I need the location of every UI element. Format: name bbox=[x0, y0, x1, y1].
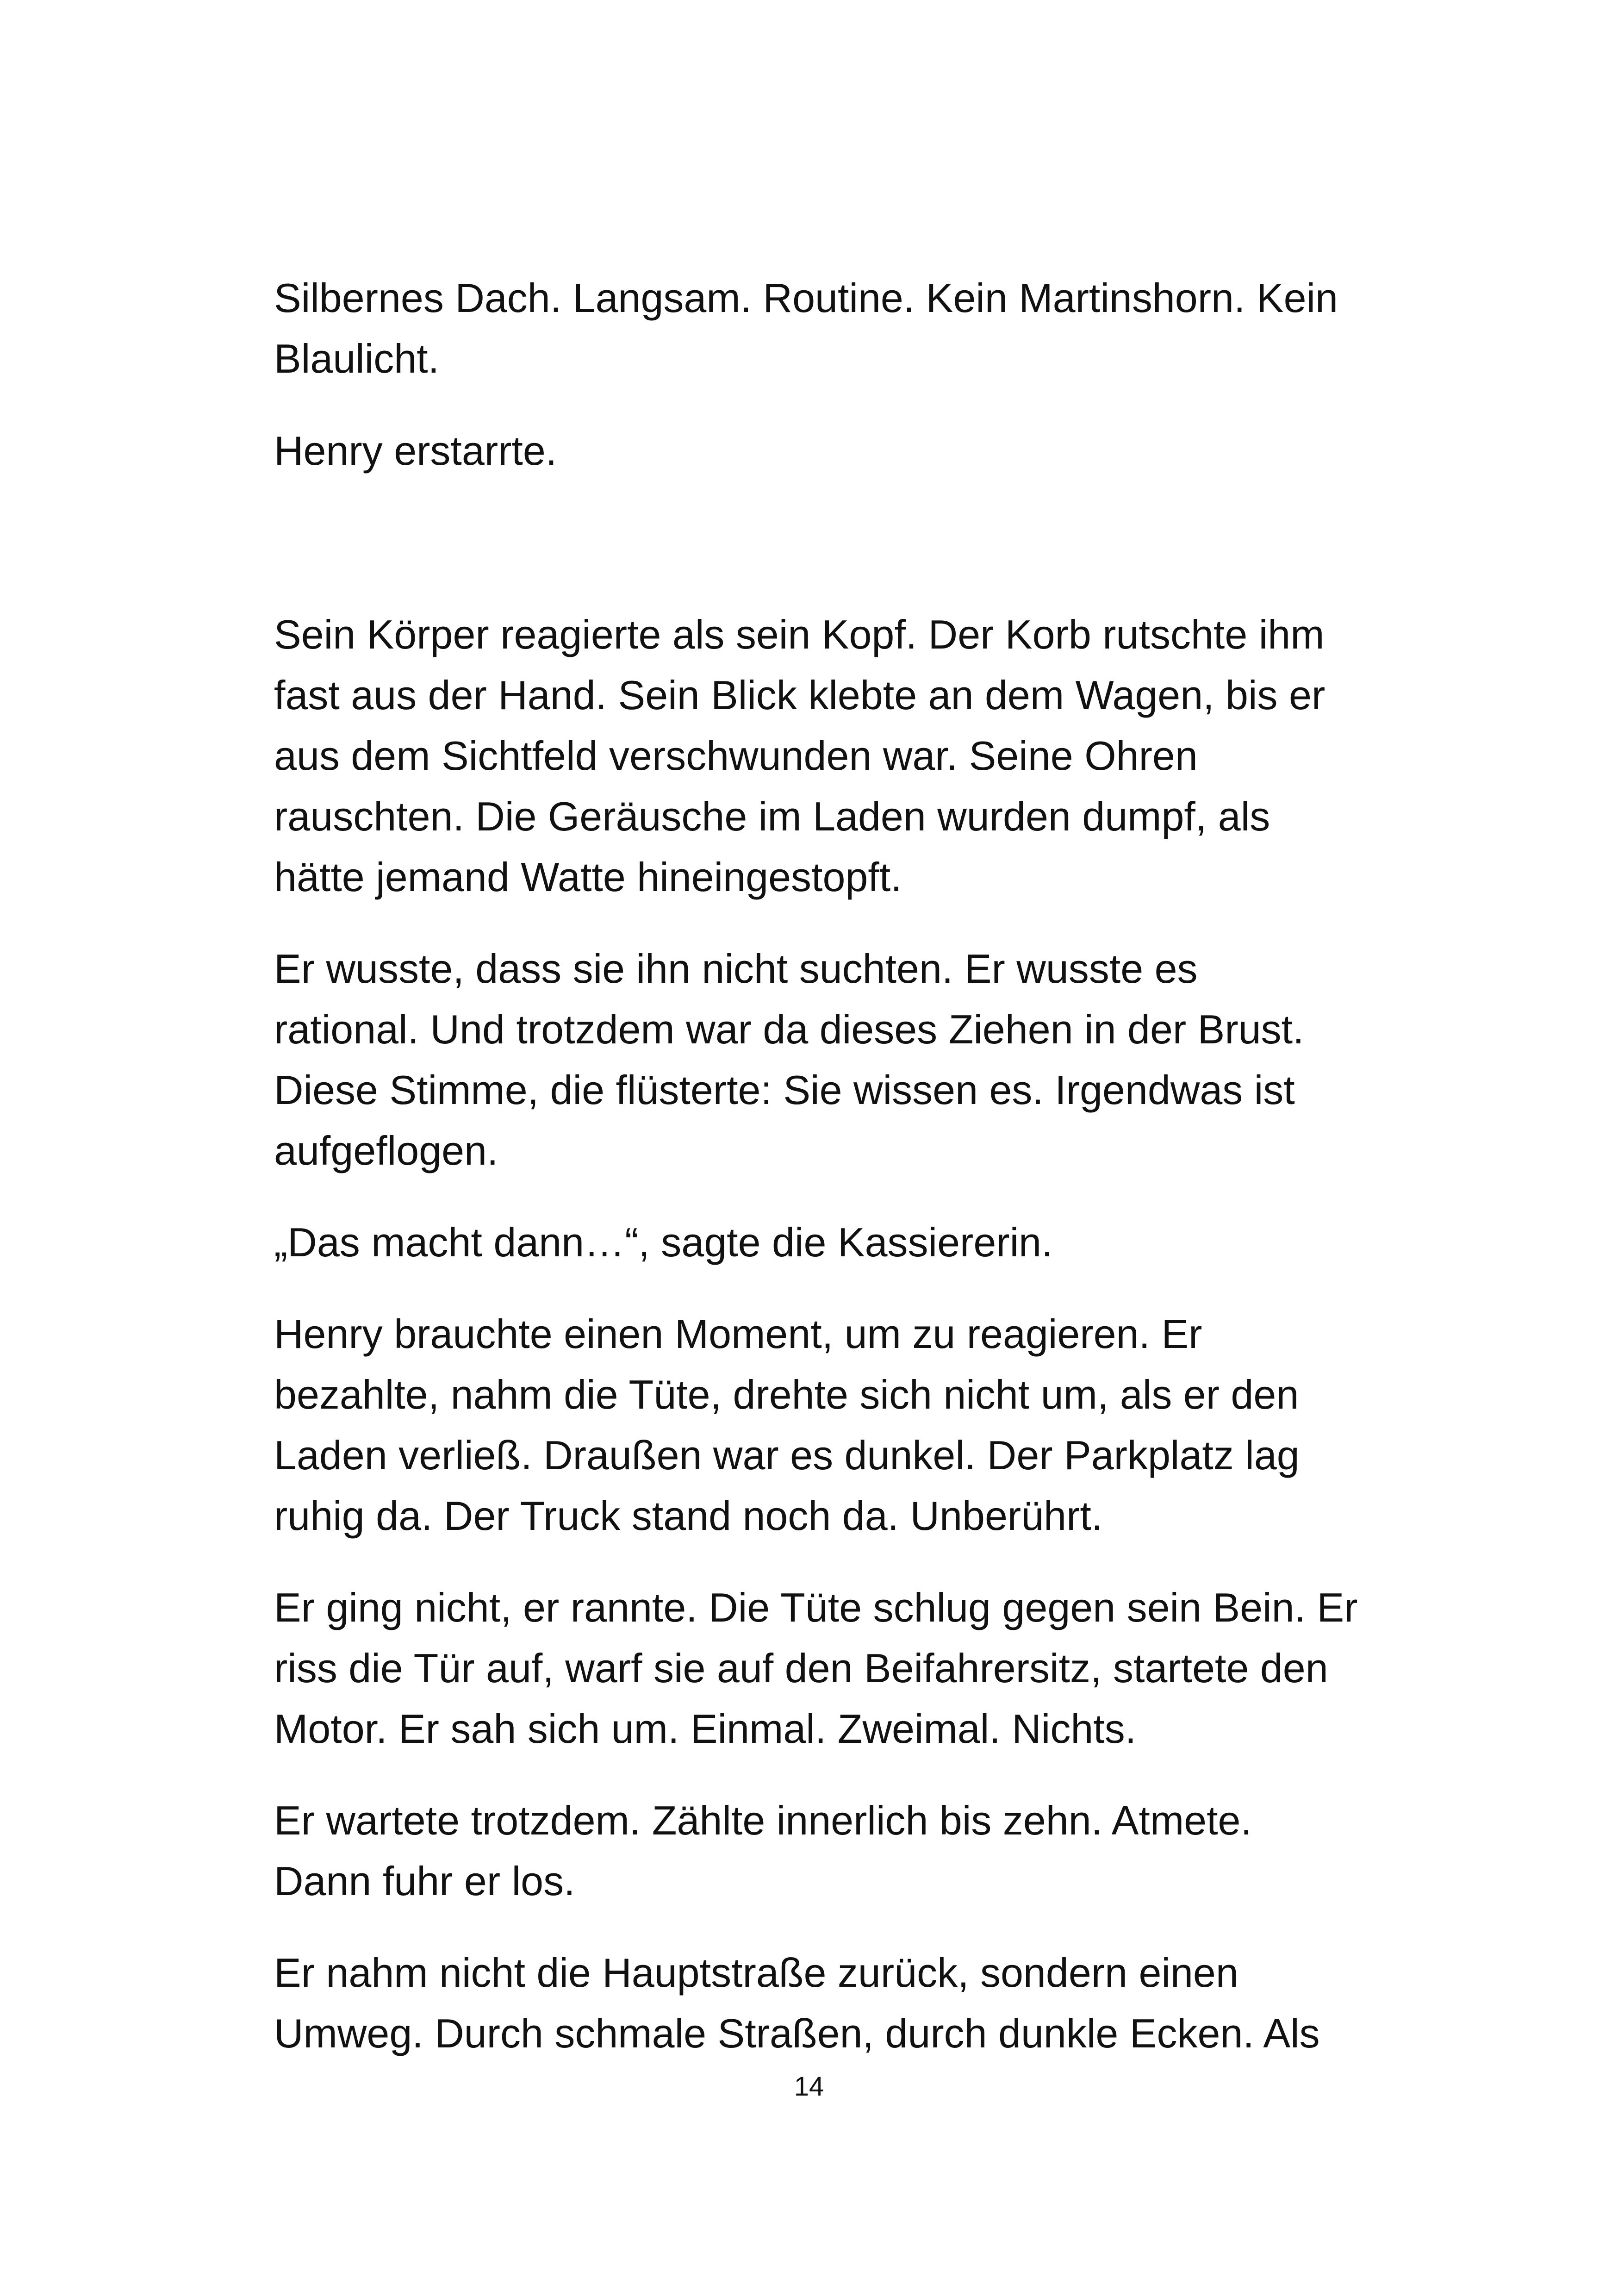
paragraph bbox=[274, 1304, 1352, 1546]
text-line: Er wartete trotzdem. Zählte innerlich bis zehn. Atmete. bbox=[274, 1797, 1252, 1843]
page-number: 14 bbox=[794, 2071, 824, 2102]
text-line: „Das macht dann…“, sagte die Kassiererin. bbox=[274, 1219, 1053, 1265]
text-line: Dann fuhr er los. bbox=[274, 1858, 575, 1904]
text-line: fast aus der Hand. Sein Blick klebte an dem Wagen, bis er bbox=[274, 672, 1326, 718]
text-line: Diese Stimme, die flüsterte: Sie wissen es. Irgendwas ist bbox=[274, 1067, 1295, 1113]
text-line: Er nahm nicht die Hauptstraße zurück, sondern einen bbox=[274, 1950, 1238, 1996]
text-line: Silbernes Dach. Langsam. Routine. Kein Martinshorn. Kein bbox=[274, 275, 1338, 321]
text-line: Sein Körper reagierte als sein Kopf. Der Korb rutschte ihm bbox=[274, 611, 1325, 657]
paragraph bbox=[274, 1942, 1352, 2064]
text-line: rauschten. Die Geräusche im Laden wurden dumpf, als bbox=[274, 793, 1270, 839]
body-text bbox=[274, 268, 1358, 2064]
paragraph bbox=[274, 268, 1352, 389]
text-line: Henry erstarrte. bbox=[274, 428, 557, 474]
text-line: Motor. Er sah sich um. Einmal. Zweimal. Nichts. bbox=[274, 1706, 1137, 1752]
text-line: riss die Tür auf, warf sie auf den Beifahrersitz, startete den bbox=[274, 1645, 1328, 1691]
paragraph bbox=[274, 938, 1352, 1181]
text-line: bezahlte, nahm die Tüte, drehte sich nicht um, als er den bbox=[274, 1372, 1299, 1417]
paragraph bbox=[274, 1577, 1358, 1759]
paragraph bbox=[274, 1790, 1352, 1911]
text-line: aus dem Sichtfeld verschwunden war. Seine Ohren bbox=[274, 733, 1198, 779]
text-line: aufgeflogen. bbox=[274, 1128, 498, 1173]
paragraph bbox=[274, 604, 1352, 907]
text-line: Laden verließ. Draußen war es dunkel. Der Parkplatz lag bbox=[274, 1432, 1300, 1478]
paragraph bbox=[274, 1212, 1352, 1273]
text-line: rational. Und trotzdem war da dieses Ziehen in der Brust. bbox=[274, 1006, 1304, 1052]
text-line: Er ging nicht, er rannte. Die Tüte schlug gegen sein Bein. Er bbox=[274, 1585, 1358, 1630]
text-line: hätte jemand Watte hineingestopft. bbox=[274, 854, 902, 900]
text-line: Henry brauchte einen Moment, um zu reagieren. Er bbox=[274, 1311, 1202, 1357]
text-line: Blaulicht. bbox=[274, 336, 440, 381]
text-line: Umweg. Durch schmale Straßen, durch dunkle Ecken. Als bbox=[274, 2010, 1320, 2056]
text-line: ruhig da. Der Truck stand noch da. Unberührt. bbox=[274, 1493, 1103, 1539]
paragraph bbox=[274, 420, 1352, 481]
text-line: Er wusste, dass sie ihn nicht suchten. Er wusste es bbox=[274, 946, 1198, 992]
